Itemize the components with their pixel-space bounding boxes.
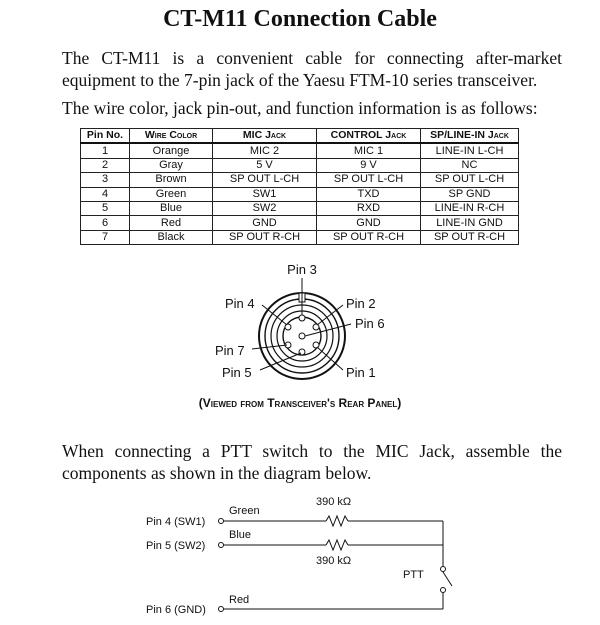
table-cell: SP OUT R-CH bbox=[421, 230, 519, 244]
pin1-label: Pin 1 bbox=[346, 365, 376, 380]
table-cell: LINE-IN R-CH bbox=[421, 201, 519, 215]
table-cell: LINE-IN L-CH bbox=[421, 143, 519, 158]
pin2-label: Pin 2 bbox=[346, 296, 376, 311]
table-cell: RXD bbox=[317, 201, 421, 215]
table-cell: SW1 bbox=[213, 187, 317, 201]
table-cell: MIC 1 bbox=[317, 143, 421, 158]
ptt-pin5-label: Pin 5 (SW2) bbox=[146, 540, 206, 552]
col-sp-line-in-jack: SP/LINE-IN Jack bbox=[421, 129, 519, 144]
table-cell: SP OUT L-CH bbox=[213, 173, 317, 187]
table-cell: Orange bbox=[130, 143, 213, 158]
connector-caption: (Viewed from Transceiver's Rear Panel) bbox=[198, 396, 402, 410]
table-cell: 2 bbox=[81, 158, 130, 172]
table-cell: 9 V bbox=[317, 158, 421, 172]
col-pin-no: Pin No. bbox=[81, 129, 130, 144]
table-cell: Brown bbox=[130, 173, 213, 187]
table-cell: SW2 bbox=[213, 201, 317, 215]
table-cell: SP OUT L-CH bbox=[421, 173, 519, 187]
col-mic-jack: MIC Jack bbox=[213, 129, 317, 144]
table-cell: Blue bbox=[130, 201, 213, 215]
col-wire-color: Wire Color bbox=[130, 129, 213, 144]
intro-paragraph: The CT-M11 is a convenient cable for connecting after-market equipment to the 7-pin jack of the Yaesu FTM-10 series transceiver. bbox=[62, 48, 562, 90]
table-cell: Green bbox=[130, 187, 213, 201]
table-cell: 6 bbox=[81, 216, 130, 230]
page-title: CT-M11 Connection Cable bbox=[163, 6, 437, 32]
table-cell: TXD bbox=[317, 187, 421, 201]
table-cell: 4 bbox=[81, 187, 130, 201]
resistor-top-label: 390 kΩ bbox=[316, 496, 352, 508]
table-cell: GND bbox=[213, 216, 317, 230]
pin7-label: Pin 7 bbox=[215, 343, 245, 358]
table-cell: LINE-IN GND bbox=[421, 216, 519, 230]
resistor-bottom-label: 390 kΩ bbox=[316, 555, 352, 567]
ptt-intro-paragraph: When connecting a PTT switch to the MIC Jack, assemble the components as shown in the diagram below. bbox=[62, 441, 562, 483]
pin6-label: Pin 6 bbox=[355, 316, 385, 331]
table-cell: 3 bbox=[81, 173, 130, 187]
table-cell: 1 bbox=[81, 143, 130, 158]
ptt-pin6-label: Pin 6 (GND) bbox=[146, 604, 206, 616]
ptt-pin4-label: Pin 4 (SW1) bbox=[146, 516, 206, 528]
table-cell: Black bbox=[130, 230, 213, 244]
table-cell: 5 bbox=[81, 201, 130, 215]
table-cell: MIC 2 bbox=[213, 143, 317, 158]
table-cell: Red bbox=[130, 216, 213, 230]
table-cell: SP OUT R-CH bbox=[317, 230, 421, 244]
table-cell: GND bbox=[317, 216, 421, 230]
wire-green-label: Green bbox=[229, 505, 260, 517]
col-control-jack: CONTROL Jack bbox=[317, 129, 421, 144]
table-cell: 7 bbox=[81, 230, 130, 244]
din-connector bbox=[252, 278, 351, 379]
ptt-switch-label: PTT bbox=[403, 569, 424, 581]
table-cell: SP OUT R-CH bbox=[213, 230, 317, 244]
table-cell: Gray bbox=[130, 158, 213, 172]
table-cell: SP OUT L-CH bbox=[317, 173, 421, 187]
pin3-label: Pin 3 bbox=[287, 262, 317, 277]
pin5-label: Pin 5 bbox=[222, 365, 252, 380]
table-intro: The wire color, jack pin-out, and function information is as follows: bbox=[62, 98, 538, 118]
table-cell: SP GND bbox=[421, 187, 519, 201]
pin4-label: Pin 4 bbox=[225, 296, 255, 311]
table-cell: 5 V bbox=[213, 158, 317, 172]
wire-blue-label: Blue bbox=[229, 529, 252, 541]
table-cell: NC bbox=[421, 158, 519, 172]
wire-red-label: Red bbox=[229, 594, 250, 606]
